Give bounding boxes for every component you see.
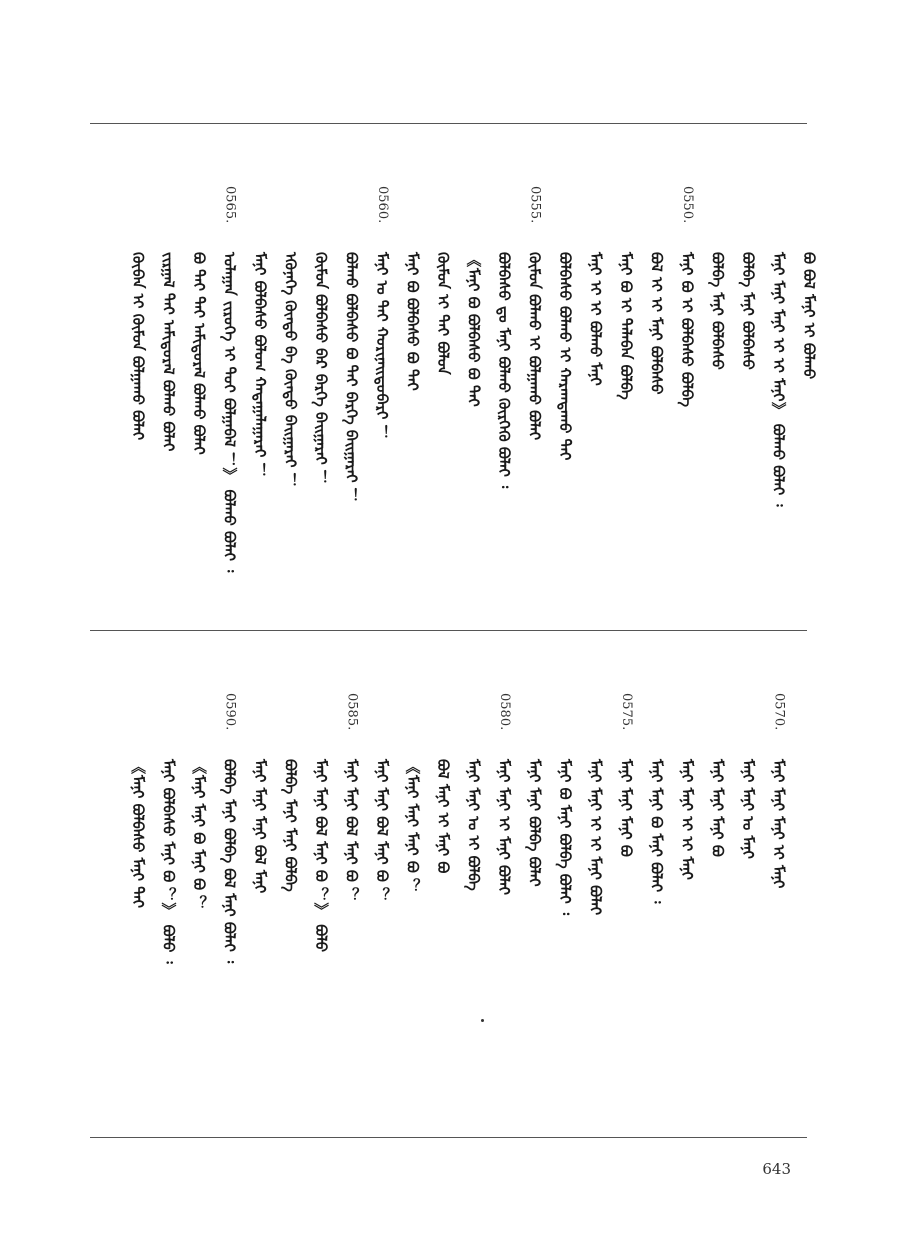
text-column [765, 124, 795, 630]
verse-line: ᠮᠠᠨᠢ ᠮᠠᠨᠢ ᠪᠣᠯ ᠮᠠᠨᠢ ᠪᠣ ？ [342, 759, 361, 903]
verse-line: ᠬᠦᠮᠦᠨ ᠪᠣᠯᠪᠠᠰᠤ ᠪᠡᠷ ᠪᠡᠷᠬᠡ ᠪᠠᠢᠭᠠᠷᠠᠢ ！ [312, 252, 330, 485]
verse-line: ᠪᠣ ᠪᠣᠯ ᠮᠠᠨᠢ ᠢ ᠪᠣᠯᠬᠤ [800, 252, 818, 380]
text-column [277, 631, 307, 1137]
verse-line: ᠮᠠᠨᠢ ᠤ ᠲᠡᠢ ᠬᠣᠷᠢᠨᠠᠢᠲᠤᠪᠠᠷᠢ ！ [373, 252, 391, 440]
text-column [795, 124, 825, 630]
verse-line: ᠮᠠᠨᠢ ᠪᠣ ᠮᠠᠨᠢ ᠪᠣᠯᠪᠠ ᠪᠣᠯᠠᠢ ᠄ [556, 759, 574, 916]
line-number: 0565. [222, 186, 238, 224]
text-column [460, 631, 490, 1137]
verse-line: ᠮᠠᠨᠢ ᠮᠠᠨᠢ ᠤ ᠢ ᠪᠣᠯᠪᠠ [464, 759, 483, 891]
line-number: 0580. [497, 693, 512, 731]
line-number: 0550. [680, 186, 695, 224]
verse-line: ᠮᠠᠨᠢ ᠮᠠᠨᠢ ᠪᠣ ᠮᠠᠨᠢ ᠪᠣᠯᠠᠢ ᠄ [647, 759, 666, 904]
verse-line: ᠪᠣᠯᠬᠤ ᠪᠣᠯᠪᠠᠰᠤ ᠪᠣ ᠲᠡᠢ ᠪᠡᠷᠬᠡ ᠪᠠᠢᠭᠠᠷᠠᠢ ！ [342, 252, 361, 503]
verse-line: ᠮᠠᠨᠢ ᠮᠠᠨᠢ ᠢ ᠮᠠᠨᠢ ᠪᠣᠯᠠᠢ [495, 759, 513, 896]
text-column [551, 124, 581, 630]
verse-line: ᠮᠠᠨᠢ ᠮᠠᠨᠢ ᠢ ᠢ ᠮᠠᠨᠢ ᠪᠣᠯᠠᠢ [586, 759, 605, 916]
line-number: 0555. [527, 186, 543, 224]
verse-line: ᠤᠯᠠᠭᠠᠨ ᠵᠢᠷᠦᠬᠡ ᠢ ᠲᠣᠢ ᠪᠣᠯᠭᠠᠪᠠᠯ ！》 ᠪᠣᠯᠬᠤ ᠪᠣᠯᠠᠢ ᠄ [220, 252, 239, 573]
line-number: 0560. [375, 186, 390, 224]
line-number: 0570. [771, 693, 787, 731]
verse-line: 《ᠮᠠᠨᠢ ᠪᠣᠯᠪᠠᠰᠤ ᠮᠠᠨᠢ ᠲᠡᠢ [129, 759, 147, 909]
text-column [521, 124, 551, 630]
text-column [399, 631, 429, 1137]
verse-line: 《ᠮᠠᠨᠢ ᠮᠠᠨᠢ ᠮᠠᠨᠢ ᠪᠣ ？ [403, 759, 422, 894]
text-column [155, 631, 185, 1137]
verse-line: ᠪᠣᠯᠪᠠᠰᠤ ᠳᠤ ᠮᠠᠨᠢ ᠪᠣᠯᠬᠤ ᠬᠦᠷᠭᠡᠬᠦ ᠪᠣᠯᠠᠢ ᠄ [495, 252, 513, 489]
text-column [673, 124, 703, 630]
verse-line: ᠮᠠᠨᠢ ᠪᠣ ᠢ ᠪᠣᠯᠪᠠᠰᠤ ᠪᠣᠯᠪᠠ [678, 252, 696, 408]
verse-line: ᠪᠣᠯᠪᠠ ᠮᠠᠨᠢ ᠪᠣᠯᠪᠠᠰᠤ [708, 252, 727, 370]
verse-line: ᠮᠠᠨᠢ ᠮᠠᠨᠢ ᠮᠠᠨᠢ ᠢ ᠮᠠᠨᠢ [769, 759, 788, 889]
verse-line: ᠡᠭᠦᠨᠡᠭᠡ ᠬᠦᠨᠳᠦ ᠪᠠ ᠬᠦᠨᠳᠦ ᠪᠠᠢᠭᠠᠷᠠᠢ ！ [281, 252, 300, 488]
text-column [185, 631, 215, 1137]
verse-line: ᠬᠦᠪᠡᠨ ᠢ ᠬᠦᠮᠦᠨ ᠪᠣᠯᠭᠠᠬᠤ ᠪᠣᠯᠠᠢ [129, 252, 147, 441]
bottom-rule [90, 1137, 807, 1138]
text-column [551, 631, 581, 1137]
verse-line: ᠮᠠᠨᠢ ᠮᠠᠨᠢ ᠪᠣᠯ ᠮᠠᠨᠢ ᠪᠣ ？ [373, 759, 391, 903]
text-column [429, 631, 459, 1137]
text-column [704, 124, 734, 630]
line-number: 0575. [619, 693, 634, 731]
verse-line: ᠪᠣᠯᠪᠠᠰᠤ ᠪᠣᠯᠬᠤ ᠢ ᠬᠠᠷᠠᠭᠳᠠᠬᠤ ᠲᠡᠢ [556, 252, 574, 461]
text-column [612, 124, 642, 630]
verse-line: ᠮᠠᠨᠢ ᠪᠣ ᠪᠣᠯᠪᠠᠰᠤ ᠪᠣ ᠲᠡᠢ [403, 252, 422, 391]
text-column [490, 124, 520, 630]
verse-section-lower [90, 631, 807, 1137]
verse-line: ᠪᠣᠯᠪᠠ ᠮᠠᠨᠢ ᠮᠠᠨᠢ ᠪᠣᠯᠪᠠ [281, 759, 300, 892]
verse-line: ᠮᠠᠨᠢ ᠮᠠᠨᠢ ᠮᠠᠨᠢ ᠢ ᠢ ᠮᠠᠨᠢ》 ᠪᠣᠯᠬᠤ ᠪᠣᠯᠠᠢ ᠄ [769, 252, 788, 507]
text-column [307, 631, 337, 1137]
verse-line: ᠬᠦᠮᠦᠨ ᠢ ᠲᠡᠢ ᠪᠣᠯᠤᠨ [434, 252, 452, 375]
text-column [277, 124, 307, 630]
line-number: 0585. [344, 693, 360, 731]
text-column [338, 124, 368, 630]
verse-section-upper [90, 124, 818, 630]
verse-line: ᠪᠣᠯᠪᠠ ᠮᠠᠨᠢ ᠪᠣᠯᠪᠠᠰᠤ [739, 252, 757, 370]
text-column [734, 631, 764, 1137]
verse-line: ᠪᠣᠯᠪᠠ ᠮᠠᠨᠢ ᠪᠣᠯᠪᠠ ᠪᠣᠯ ᠮᠠᠨᠢ ᠪᠣᠯᠠᠢ ᠄ [220, 759, 239, 964]
verse-line: ᠮᠠᠨᠢ ᠮᠠᠨᠢ ᠮᠠᠨᠢ ᠪᠣ [708, 759, 727, 857]
verse-line: ᠪᠣᠯ ᠢ ᠢ ᠮᠠᠨᠢ ᠪᠣᠯᠪᠠᠰᠤ [647, 252, 666, 395]
text-column [521, 631, 551, 1137]
text-column [643, 631, 673, 1137]
text-column [399, 124, 429, 630]
print-speck [481, 1019, 484, 1022]
page-number: 643 [762, 1160, 791, 1178]
verse-line: ᠮᠠᠨᠢ ᠮᠠᠨᠢ ᠪᠣᠯ ᠮᠠᠨᠢ ᠪᠣ ？》 ᠪᠣᠯᠤ [312, 759, 330, 953]
text-column [216, 124, 246, 630]
text-column [704, 631, 734, 1137]
text-column [185, 124, 215, 630]
verse-line: ᠵᠢᠷᠭᠠᠯ ᠲᠠᠢ ᠠᠮᠢᠳᠤᠷᠠᠯ ᠪᠣᠯᠬᠤ ᠪᠣᠯᠠᠢ [159, 252, 178, 452]
verse-line: 《ᠮᠠᠨᠢ ᠮᠠᠨᠢ ᠪᠣ ᠮᠠᠨᠢ ᠪᠣ ？ [190, 759, 208, 911]
verse-line: ᠮᠠᠨᠢ ᠢ ᠢ ᠪᠣᠯᠬᠤ ᠮᠠᠨᠢ [586, 252, 605, 386]
text-column [490, 631, 520, 1137]
verse-line: ᠮᠠᠨᠢ ᠪᠣᠯᠪᠠᠰᠤ ᠮᠠᠨᠢ ᠪᠣ ？》 ᠪᠣᠯᠤ ᠄ [159, 759, 178, 964]
text-column [643, 124, 673, 630]
verse-line: ᠪᠣ ᠲᠠᠢ ᠲᠡᠢ ᠠᠮᠢᠳᠤᠷᠠᠯ ᠪᠣᠯᠬᠤ ᠪᠣᠯᠠᠢ [190, 252, 208, 455]
text-column [368, 631, 398, 1137]
verse-line: ᠪᠣᠯ ᠮᠠᠨᠢ ᠢ ᠮᠠᠨᠢ ᠪᠣ [434, 759, 452, 874]
text-column [246, 124, 276, 630]
verse-line: ᠮᠠᠨᠢ ᠮᠠᠨᠢ ᠮᠠᠨᠢ ᠪᠣᠯ ᠮᠠᠨᠢ [251, 759, 269, 894]
verse-line: ᠮᠠᠨᠢ ᠪᠣ ᠢ ᠲᠠᠯᠠᠪᠠᠨ ᠪᠣᠯᠪᠠ [617, 252, 635, 400]
text-column [155, 124, 185, 630]
text-column [338, 631, 368, 1137]
text-column [765, 631, 795, 1137]
text-column [216, 631, 246, 1137]
text-column [307, 124, 337, 630]
verse-line: ᠮᠠᠨᠢ ᠪᠣᠯᠪᠠᠰᠤ ᠪᠤᠯᠤᠭ ᠬᠠᠳᠠᠭᠠᠯᠠᠭᠠᠷᠠᠢ ！ [251, 252, 269, 478]
text-column [246, 631, 276, 1137]
verse-line: 《ᠮᠠᠨᠢ ᠪᠣ ᠪᠣᠯᠪᠠᠰᠤ ᠪᠣ ᠲᠡᠢ [464, 252, 483, 407]
verse-line: ᠮᠠᠨᠢ ᠮᠠᠨᠢ ᠮᠠᠨᠢ ᠪᠣ [617, 759, 635, 857]
text-column [124, 124, 154, 630]
text-column [124, 631, 154, 1137]
text-column [612, 631, 642, 1137]
text-column [582, 124, 612, 630]
verse-line: ᠮᠠᠨᠢ ᠮᠠᠨᠢ ᠢ ᠢ ᠮᠠᠨᠢ [678, 759, 696, 880]
verse-line: ᠮᠠᠨᠢ ᠮᠠᠨᠢ ᠪᠣᠯᠪᠠ ᠪᠣᠯᠠᠢ [525, 759, 544, 887]
verse-line: ᠬᠦᠮᠦᠨ ᠪᠣᠯᠬᠤ ᠢ ᠪᠣᠯᠭᠠᠬᠤ ᠪᠣᠯᠠᠢ [525, 252, 544, 441]
text-column [368, 124, 398, 630]
text-column [460, 124, 490, 630]
text-column [429, 124, 459, 630]
text-column [673, 631, 703, 1137]
text-column [734, 124, 764, 630]
text-column [582, 631, 612, 1137]
line-number: 0590. [222, 693, 238, 731]
verse-line: ᠮᠠᠨᠢ ᠮᠠᠨᠢ ᠤ ᠮᠠᠨᠢ [739, 759, 757, 859]
